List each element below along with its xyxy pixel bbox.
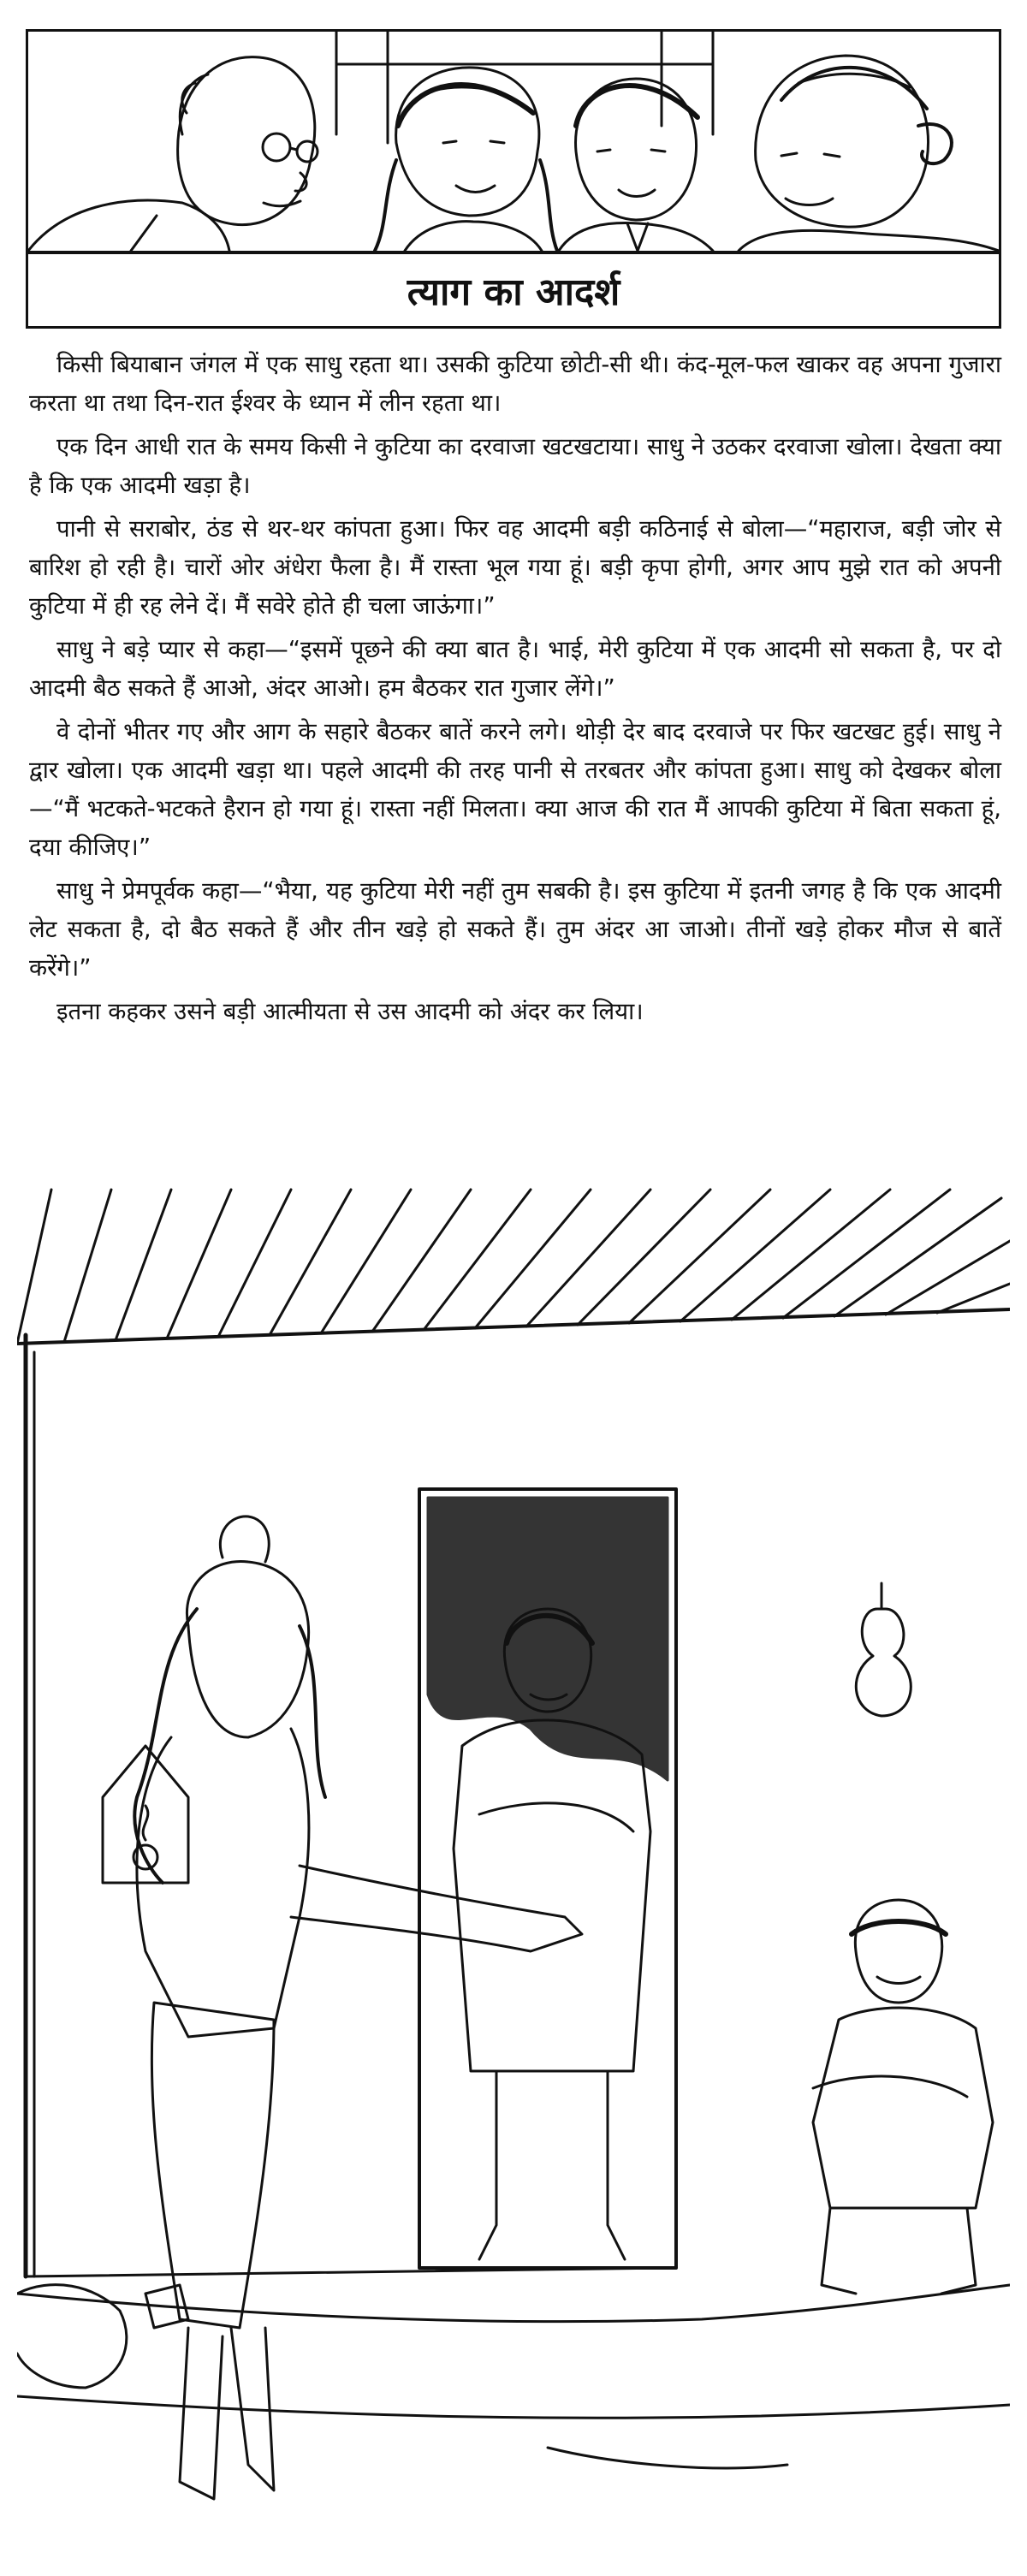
doorway [419, 1489, 676, 2268]
old-man-with-glasses [28, 57, 318, 251]
hut-scene-illustration [17, 1181, 1010, 2559]
story-paragraph: वे दोनों भीतर गए और आग के सहारे बैठकर बातें करने लगे। थोड़ी देर बाद दरवाजे पर फिर खटखट हुई। साधु ने द्वार खोला। एक आदमी खड़ा था। पहले आदमी की तरह पानी से तरबतर और कांपता हुआ। साधु को देखकर बोला—“मैं भटकते-भटकते हैरान हो गया हूं। रास्ता नहीं मिलता। क्या आज की रात मैं आपकी कुटिया में बिता सकता हूं, दया कीजिए।” [29, 718, 1001, 861]
story-title [26, 252, 1001, 329]
story-body [29, 346, 1001, 1036]
thatched-roof [17, 1190, 1010, 1344]
story-paragraph: एक दिन आधी रात के समय किसी ने कुटिया का दरवाजा खटखटाया। साधु ने उठकर दरवाजा खोला। देखता क्या है कि एक आदमी खड़ा है। [29, 433, 1001, 499]
seated-man [813, 1900, 993, 2294]
story-title-text: त्याग का आदर्श [407, 270, 620, 314]
girl-with-braids [375, 68, 557, 251]
story-paragraph: पानी से सराबोर, ठंड से थर-थर कांपता हुआ। फिर वह आदमी बड़ी कठिनाई से बोला—“महाराज, बड़ी जोर से बारिश हो रही है। चारों ओर अंधेरा फैला है। मैं रास्ता भूल गया हूं। बड़ी कृपा होगी, अगर आप मुझे रात को अपनी कुटिया में ही रह लेने दें। मैं सवेरे होते ही चला जाऊंगा।” [29, 515, 1001, 620]
family-portrait-illustration [28, 32, 999, 251]
gourd [856, 1583, 911, 1716]
main-illustration [17, 1181, 1010, 2559]
story-paragraph: साधु ने प्रेमपूर्वक कहा—“भैया, यह कुटिया मेरी नहीं तुम सबकी है। इस कुटिया में इतनी जगह है कि एक आदमी लेट सकता है, दो बैठ सकते हैं और तीन खड़े हो सकते हैं। तुम अंदर आ जाओ। तीनों खड़े होकर मौज से बातें करेंगे।” [29, 877, 1001, 982]
story-paragraph: किसी बियाबान जंगल में एक साधु रहता था। उसकी कुटिया छोटी-सी थी। कंद-मूल-फल खाकर वह अपना गुजारा करता था तथा दिन-रात ईश्वर के ध्यान में लीन रहता था। [29, 351, 1001, 417]
story-paragraph: साधु ने बड़े प्यार से कहा—“इसमें पूछने की क्या बात है। भाई, मेरी कुटिया में एक आदमी सो सकता है, पर दो आदमी बैठ सकते हैं आओ, अंदर आओ। हम बैठकर रात गुजार लेंगे।” [29, 636, 1001, 702]
story-paragraph: इतना कहकर उसने बड़ी आत्मीयता से उस आदमी को अंदर कर लिया। [56, 998, 644, 1025]
header-illustration [26, 29, 1001, 253]
boy [559, 79, 713, 251]
floor [17, 2285, 1010, 2468]
old-woman [739, 56, 999, 251]
